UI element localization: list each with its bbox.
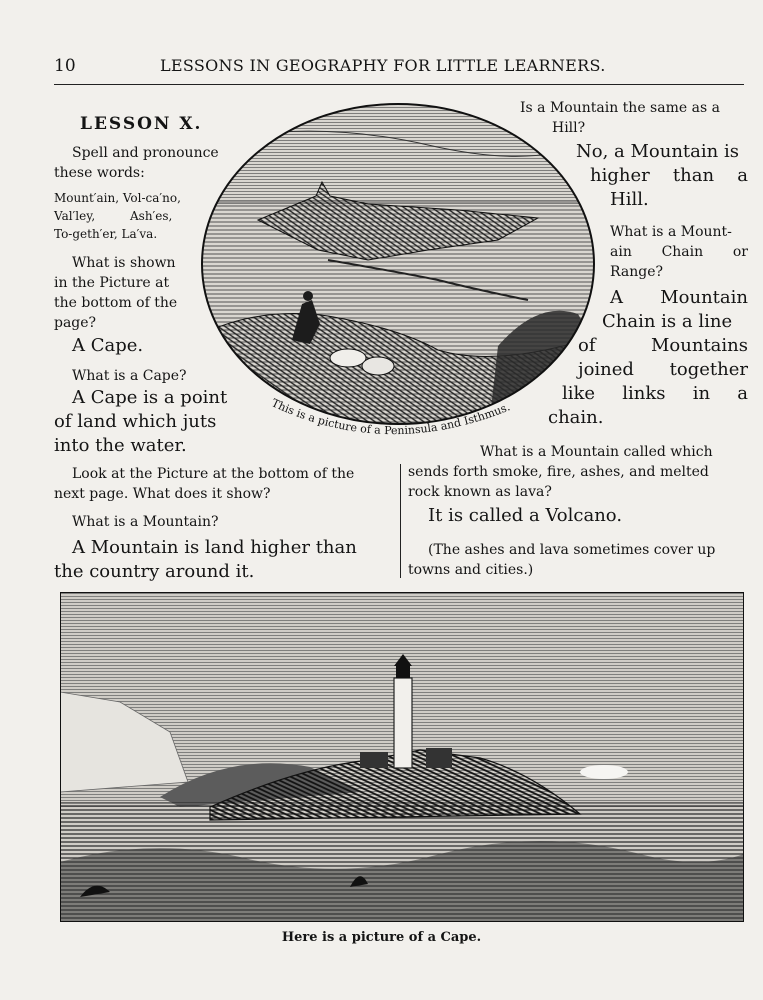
question-line: rock known as lava?: [408, 484, 552, 500]
question-line: What is a Mountain called which: [480, 444, 713, 460]
answer-line: like links in a: [562, 383, 748, 404]
answer-line: A Cape.: [72, 335, 144, 356]
peninsula-isthmus-engraving: [198, 100, 598, 436]
note-line: towns and cities.): [408, 562, 534, 578]
answer-line: A Mountain: [610, 287, 748, 308]
note-line: (The ashes and lava sometimes cover up: [428, 542, 716, 558]
vocab-line: To-geth′er, La′va.: [54, 227, 158, 241]
vocab-word: Val′ley,: [54, 209, 96, 223]
question-line: ain Chain or: [610, 244, 748, 260]
cape-caption: Here is a picture of a Cape.: [281, 930, 482, 945]
answer-line: of Mountains: [578, 335, 748, 356]
lesson-title: LESSON X.: [80, 114, 203, 134]
page-number: 10: [54, 56, 76, 76]
question-line: in the Picture at: [54, 275, 170, 291]
answer-line: A Cape is a point: [72, 387, 228, 408]
question-line: sends forth smoke, fire, ashes, and melted: [408, 464, 709, 480]
answer-line: of land which juts: [54, 411, 217, 432]
spell-instruction-line: these words:: [54, 165, 145, 181]
answer-line: A Mountain is land higher than: [72, 537, 357, 558]
answer-line: into the water.: [54, 435, 187, 456]
question-line: the bottom of the: [54, 295, 178, 311]
column-divider: [400, 464, 401, 578]
answer-line: Chain is a line: [602, 311, 733, 332]
answer-line: chain.: [548, 407, 604, 428]
oval-caption: This is a picture of a Peninsula and Isthmus.: [269, 396, 512, 436]
question-line: Is a Mountain the same as a: [520, 100, 720, 116]
question-line: What is a Mount-: [610, 224, 732, 240]
answer-line: joined together: [578, 359, 748, 380]
question-line: page?: [54, 315, 97, 331]
spell-instruction-line: Spell and pronounce: [72, 145, 219, 161]
answer-line: Hill.: [610, 189, 649, 210]
question-line: What is a Mountain?: [72, 514, 219, 530]
answer-line: the country around it.: [54, 561, 255, 582]
question-line: next page. What does it show?: [54, 486, 271, 502]
vocab-line: Mount′ain, Vol-ca′no,: [54, 191, 181, 205]
cape-illustration: [60, 592, 744, 922]
question-line: Hill?: [552, 120, 586, 136]
answer-line: It is called a Volcano.: [428, 505, 623, 526]
question-line: Range?: [610, 264, 663, 280]
answer-line: No, a Mountain is: [576, 141, 739, 162]
peninsula-isthmus-illustration: [198, 100, 598, 436]
question-line: Look at the Picture at the bottom of the: [72, 466, 355, 482]
question-line: What is a Cape?: [72, 368, 187, 384]
cape-lighthouse-engraving: [60, 592, 744, 922]
running-title: LESSONS IN GEOGRAPHY FOR LITTLE LEARNERS.: [160, 56, 606, 75]
header-rule: [54, 84, 744, 85]
question-line: What is shown: [72, 255, 176, 271]
answer-line: higher than a: [590, 165, 748, 186]
vocab-word: Ash′es,: [130, 209, 173, 223]
